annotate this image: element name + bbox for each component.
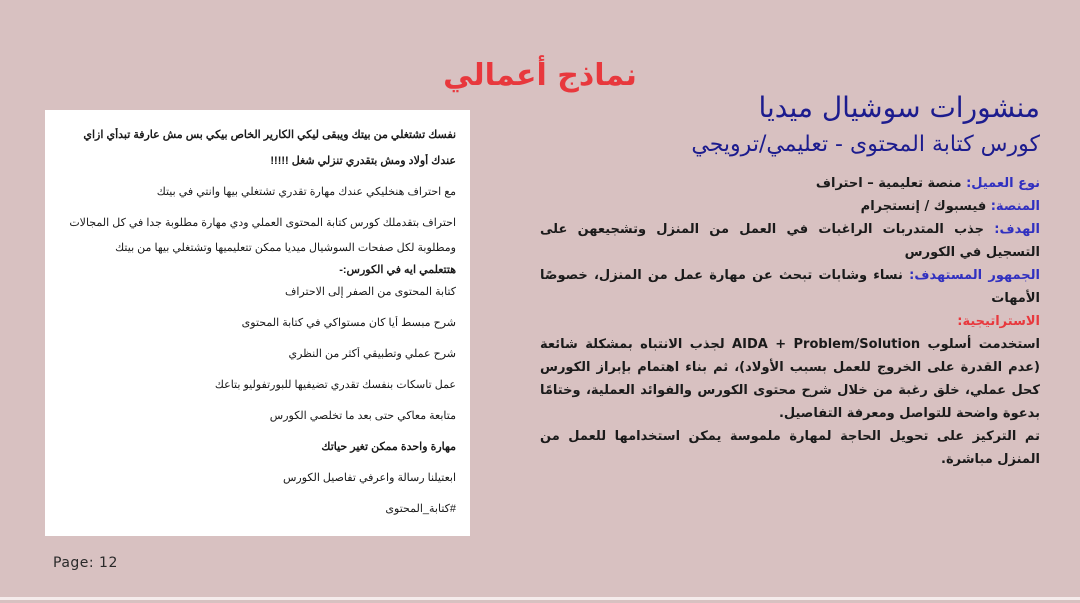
platform-label: المنصة: bbox=[990, 199, 1040, 214]
goal-row bbox=[540, 218, 1040, 264]
goal-value: جذب المتدربات الراغبات في العمل من المنزل وتشجيعهن على التسجيل في الكورس bbox=[540, 222, 1040, 260]
client-type-row bbox=[540, 172, 1040, 195]
strategy-paragraph-2: تم التركيز على تحويل الحاجة لمهارة ملموسة يمكن استخدامها للعمل من المنزل مباشرة. bbox=[540, 429, 1040, 467]
post-line-bullet-5: متابعة معاكي حتى بعد ما تخلصي الكورس bbox=[269, 410, 456, 422]
post-line-bullet-1: كتابة المحتوى من الصفر إلى الاحتراف bbox=[284, 286, 456, 298]
post-line-offer-2: ومطلوبة لكل صفحات السوشيال ميديا ممكن تتعليميها وتشتغلي بيها من بيتك bbox=[115, 242, 456, 254]
post-line-tagline: مهارة واحدة ممكن تغير حياتك bbox=[321, 441, 456, 453]
post-line-hook-1: نفسك تشتغلي من بيتك ويبقى ليكي الكارير الخاص بيكي بس مش عارفة تبدأي ازاي bbox=[83, 129, 456, 141]
post-line-learn-heading: هتتعلمي ايه في الكورس:- bbox=[339, 264, 456, 276]
post-line-bullet-2: شرح مبسط أيا كان مستواكي في كتابة المحتوى bbox=[241, 317, 456, 329]
audience-row bbox=[540, 264, 1040, 310]
goal-label: الهدف: bbox=[994, 222, 1040, 237]
platform-value: فيسبوك / إنستجرام bbox=[860, 199, 991, 214]
audience-value: نساء وشابات تبحث عن مهارة عمل من المنزل، خصوصًا الأمهات bbox=[540, 268, 1040, 306]
strategy-label: الاستراتيجية: bbox=[957, 314, 1040, 329]
post-line-hook-2: عندك أولاد ومش بتقدري تنزلي شغل !!!!! bbox=[270, 155, 456, 167]
post-line-cta: ابعتيلنا رسالة واعرفي تفاصيل الكورس bbox=[282, 472, 456, 484]
social-post-sample bbox=[45, 110, 470, 536]
client-type-label: نوع العميل: bbox=[966, 176, 1040, 191]
post-line-hashtag: #كتابة_المحتوى bbox=[385, 503, 456, 515]
project-details bbox=[540, 88, 1040, 471]
page-number: Page: 12 bbox=[53, 555, 118, 571]
project-title: منشورات سوشيال ميديا bbox=[758, 91, 1040, 124]
platform-row bbox=[540, 195, 1040, 218]
bottom-divider bbox=[0, 597, 1080, 600]
page-title: نماذج أعمالي bbox=[443, 58, 637, 93]
client-type-value: منصة تعليمية – احتراف bbox=[815, 176, 967, 191]
post-line-bullet-3: شرح عملي وتطبيقي أكثر من النظري bbox=[288, 348, 456, 360]
post-line-offer-1: احتراف بتقدملك كورس كتابة المحتوى العملي ودي مهارة مطلوبة جدا في كل المجالات bbox=[69, 217, 456, 229]
strategy-row bbox=[540, 310, 1040, 333]
project-subtitle: كورس كتابة المحتوى - تعليمي/ترويجي bbox=[691, 132, 1040, 157]
post-line-intro: مع احتراف هنخليكي عندك مهارة تقدري تشتغلي بيها وانتي في بيتك bbox=[156, 186, 456, 198]
post-line-bullet-4: عمل تاسكات بنفسك تقدري تضيفيها للبورتفوليو بتاعك bbox=[214, 379, 456, 391]
audience-label: الجمهور المستهدف: bbox=[909, 268, 1040, 283]
strategy-paragraph-1: استخدمت أسلوب AIDA + Problem/Solution لجذب الانتباه بمشكلة شائعة (عدم القدرة على الخروج للعمل بسبب الأولاد)، ثم بناء اهتمام بإبراز الكورس كحل عملي، خلق رغبة من خلال شرح محتوى الكورس والفوائد العملية، وختامًا بدعوة واضحة للتواصل ومعرفة التفاصيل. bbox=[540, 337, 1040, 421]
